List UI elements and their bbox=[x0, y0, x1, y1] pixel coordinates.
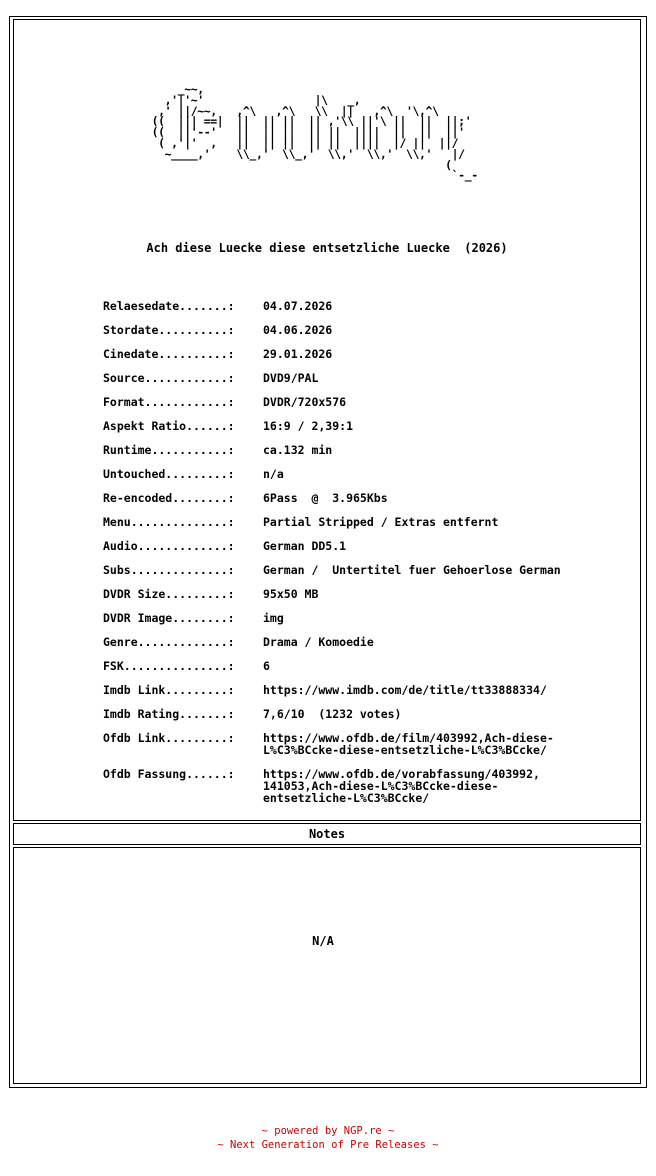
details-list bbox=[103, 300, 633, 816]
detail-label: FSK...............: bbox=[103, 659, 235, 673]
detail-label: Untouched.........: bbox=[103, 467, 235, 481]
detail-row bbox=[103, 444, 633, 468]
footer-tagline: ~ Next Generation of Pre Releases ~ bbox=[217, 1139, 439, 1151]
detail-label: Imdb Link.........: bbox=[103, 683, 235, 697]
detail-label: Runtime...........: bbox=[103, 443, 235, 457]
nfo-frame bbox=[9, 16, 647, 1088]
detail-value: 95x50 MB bbox=[263, 587, 319, 601]
detail-value: 6 bbox=[263, 659, 270, 673]
detail-value: 7,6/10 (1232 votes) bbox=[263, 707, 402, 721]
detail-row bbox=[103, 708, 633, 732]
detail-row bbox=[103, 768, 633, 816]
detail-row bbox=[103, 300, 633, 324]
detail-label: Subs..............: bbox=[103, 563, 235, 577]
detail-value: img bbox=[263, 611, 284, 625]
detail-value[interactable]: https://www.ofdb.de/vorabfassung/403992, 141053,Ach-diese-L%C3%BCcke-diese- entsetzliche-L%C3%BCcke/ bbox=[263, 767, 540, 805]
detail-label: Ofdb Fassung......: bbox=[103, 767, 235, 781]
detail-value: German DD5.1 bbox=[263, 539, 347, 553]
detail-label: Imdb Rating.......: bbox=[103, 707, 235, 721]
detail-label: Genre.............: bbox=[103, 635, 235, 649]
detail-label: Re-encoded........: bbox=[103, 491, 235, 505]
detail-label: DVDR Image........: bbox=[103, 611, 235, 625]
detail-row bbox=[103, 396, 633, 420]
detail-row bbox=[103, 372, 633, 396]
detail-label: DVDR Size.........: bbox=[103, 587, 235, 601]
detail-label: Audio.............: bbox=[103, 539, 235, 553]
detail-row bbox=[103, 684, 633, 708]
detail-label: Cinedate..........: bbox=[103, 347, 235, 361]
detail-value: 04.07.2026 bbox=[263, 299, 333, 313]
detail-value: 6Pass @ 3.965Kbs bbox=[263, 491, 388, 505]
detail-row bbox=[103, 420, 633, 444]
detail-row bbox=[103, 324, 633, 348]
detail-row bbox=[103, 348, 633, 372]
detail-value: German / Untertitel fuer Gehoerlose German bbox=[263, 563, 561, 577]
ascii-logo: _~~, ,'|'~' |\ _, ,' ||/~~, ,^\ ,^\ \\ || ,^\ '\,^\ (( ||| ==| || || || || ,'\\ ||'\ || || ||;' (( ||'--' || || || || || |||| || || ||' ( ,'|' , || || || || || |||| |/ || ||/ ~____,' \\_,' \\_,' \\,' \\,' \\,' |/ ( `-_- bbox=[151, 82, 478, 183]
detail-value: DVD9/PAL bbox=[263, 371, 319, 385]
detail-row bbox=[103, 588, 633, 612]
detail-label: Relaesedate.......: bbox=[103, 299, 235, 313]
notes-header-panel bbox=[13, 823, 641, 845]
detail-label: Source............: bbox=[103, 371, 235, 385]
detail-row bbox=[103, 468, 633, 492]
detail-row bbox=[103, 612, 633, 636]
footer-powered-by: ~ powered by NGP.re ~ bbox=[261, 1125, 395, 1137]
detail-row bbox=[103, 660, 633, 684]
detail-value: 16:9 / 2,39:1 bbox=[263, 419, 354, 433]
detail-row bbox=[103, 636, 633, 660]
detail-value[interactable]: https://www.ofdb.de/film/403992,Ach-diese- L%C3%BCcke-diese-entsetzliche-L%C3%BCcke/ bbox=[263, 731, 554, 757]
detail-row bbox=[103, 732, 633, 768]
detail-value: n/a bbox=[263, 467, 284, 481]
detail-label: Ofdb Link.........: bbox=[103, 731, 235, 745]
release-info-panel bbox=[13, 19, 641, 821]
notes-body: N/A bbox=[312, 934, 334, 948]
detail-value: Partial Stripped / Extras entfernt bbox=[263, 515, 499, 529]
detail-row bbox=[103, 540, 633, 564]
detail-label: Format............: bbox=[103, 395, 235, 409]
release-title: Ach diese Luecke diese entsetzliche Luecke (2026) bbox=[146, 241, 508, 255]
detail-value: 04.06.2026 bbox=[263, 323, 333, 337]
detail-value: Drama / Komoedie bbox=[263, 635, 374, 649]
detail-row bbox=[103, 492, 633, 516]
detail-value: DVDR/720x576 bbox=[263, 395, 347, 409]
detail-row bbox=[103, 564, 633, 588]
detail-row bbox=[103, 516, 633, 540]
notes-panel bbox=[13, 847, 641, 1084]
detail-value: ca.132 min bbox=[263, 443, 333, 457]
detail-label: Aspekt Ratio......: bbox=[103, 419, 235, 433]
detail-value[interactable]: https://www.imdb.com/de/title/tt33888334/ bbox=[263, 683, 547, 697]
detail-value: 29.01.2026 bbox=[263, 347, 333, 361]
detail-label: Stordate..........: bbox=[103, 323, 235, 337]
detail-label: Menu..............: bbox=[103, 515, 235, 529]
footer bbox=[0, 1124, 656, 1152]
notes-title: Notes bbox=[308, 827, 346, 841]
